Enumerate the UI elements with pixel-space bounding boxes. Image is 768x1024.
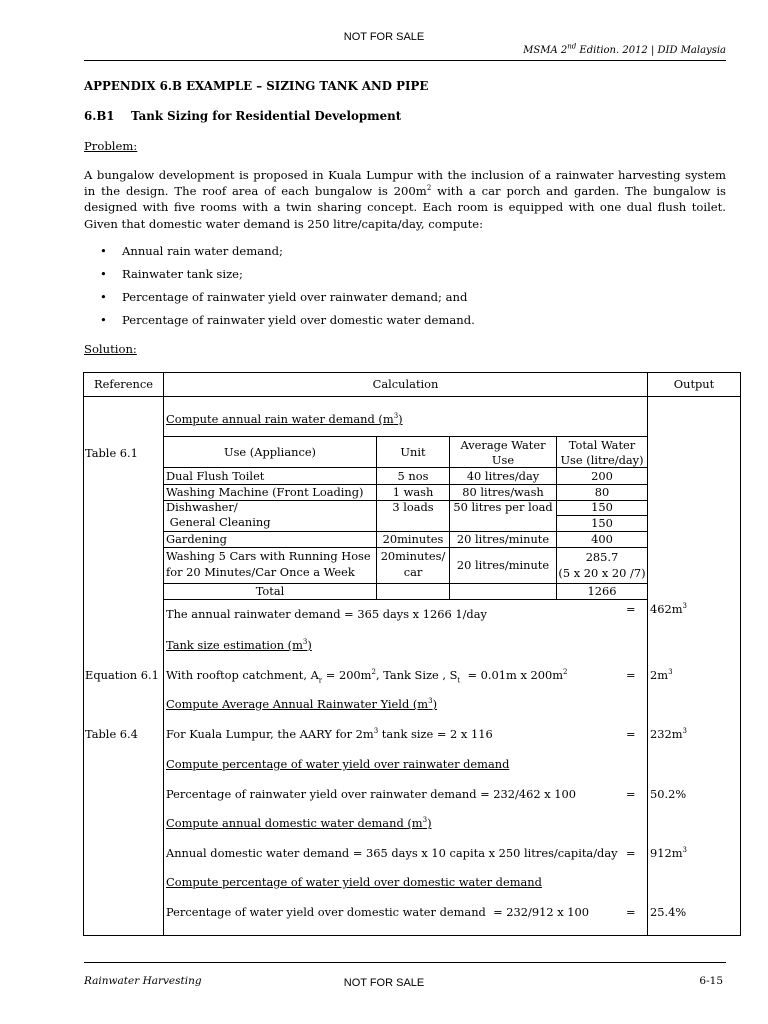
section-number: 6.B1 <box>84 109 115 123</box>
tank-size-heading: Tank size estimation $(m^3)$ <box>166 638 312 652</box>
annual-demand-text: The annual rainwater demand = 365 days x 1266 1/day <box>166 607 487 621</box>
footer-rule <box>84 962 726 963</box>
problem-label: Problem: <box>84 139 138 153</box>
kl-aary-text: For Kuala Lumpur, the AARY for $2m^3$ tank size = 2 x 116 <box>166 727 493 741</box>
appendix-title: APPENDIX 6.B EXAMPLE – SIZING TANK AND PIPE <box>84 79 429 93</box>
domestic-demand-heading: Compute annual domestic water demand $(m^3)$ <box>166 816 432 830</box>
pct-domestic-heading: Compute percentage of water yield over domestic water demand <box>166 875 542 889</box>
equals-4: = <box>626 787 636 801</box>
ref-table-6-1: Table 6.1 <box>85 446 138 460</box>
header-output: Output <box>673 377 715 391</box>
total-value: 1266 <box>587 584 617 598</box>
output-tank-size: $2m^3$ <box>650 668 673 682</box>
total-label: Total <box>255 584 285 598</box>
table-cell: 150 <box>591 500 613 514</box>
col-unit: Unit <box>400 445 426 459</box>
header-calculation: Calculation <box>372 377 439 391</box>
table-cell: 400 <box>591 532 613 546</box>
ref-equation-6-1: Equation 6.1 <box>85 668 159 682</box>
output-annual-demand: $462m^3$ <box>650 602 688 616</box>
table-row: Washing 5 Cars with Running Hose for 20 Minutes/Car Once a Week <box>166 549 371 579</box>
table-cell: 20minutes <box>382 532 444 546</box>
domestic-demand-text: Annual domestic water demand = 365 days x 10 capita x 250 litres/capita/day <box>166 846 618 860</box>
table-row: Washing Machine (Front Loading) <box>166 485 364 499</box>
col-total: Total Water Use (litre/day) <box>560 438 644 467</box>
list-item: • Percentage of rainwater yield over domestic water demand. <box>100 313 475 327</box>
table-cell: 80 <box>594 485 610 499</box>
table-cell: 50 litres per load <box>453 500 553 514</box>
footer-not-for-sale: NOT FOR SALE <box>343 977 425 989</box>
page-number: 6-15 <box>699 975 723 987</box>
header-reference: Reference <box>94 377 153 391</box>
pct-rainwater-heading: Compute percentage of water yield over rainwater demand <box>166 757 510 771</box>
header-rule <box>84 60 726 61</box>
pct-domestic-text: Percentage of water yield over domestic water demand = 232/912 x 100 <box>166 905 589 919</box>
equals-2: = <box>626 668 636 682</box>
list-item: • Rainwater tank size; <box>100 267 243 281</box>
table-cell: 5 nos <box>397 469 429 483</box>
table-cell: 40 litres/day <box>466 469 540 483</box>
bullet-list <box>100 244 475 336</box>
annual-demand-heading: Compute annual rain water demand $(m^3)$ <box>166 412 403 426</box>
footer-left: Rainwater Harvesting <box>84 975 202 987</box>
header-edition: MSMA 2nd Edition. 2012 | DID Malaysia <box>523 42 726 56</box>
table-cell: 285.7 (5 x 20 x 20 /7) <box>558 550 646 580</box>
rooftop-text: With rooftop catchment, $A_r = 200m^2$, Tank Size , $S_t = 0.01m$ x $200m^2$ <box>166 668 568 685</box>
table-cell: 20 litres/minute <box>456 532 550 546</box>
equals-5: = <box>626 846 636 860</box>
output-domestic-demand: $912m^3$ <box>650 846 688 860</box>
pct-rainwater-text: Percentage of rainwater yield over rainwater demand = 232/462 x 100 <box>166 787 577 801</box>
aary-heading: Compute Average Annual Rainwater Yield $(m^3)$ <box>166 697 438 711</box>
table-row: Dual Flush Toilet <box>166 469 265 483</box>
list-item: • Annual rain water demand; <box>100 244 283 258</box>
solution-label: Solution: <box>84 342 137 356</box>
problem-paragraph: A bungalow development is proposed in Kuala Lumpur with the inclusion of a rainwater harvesting system in the design. The roof area of each bungalow is $200m^2$ with a car porch and garden. The bungalow is designed with five rooms with a twin sharing concept. Each room is equipped with one dual flush toilet. Given that domestic water demand is 250 litre/capita/day, compute: <box>84 168 726 231</box>
col-average: Average Water Use <box>460 438 546 467</box>
table-cell: 150 <box>591 516 613 530</box>
equals-3: = <box>626 727 636 741</box>
header-not-for-sale: NOT FOR SALE <box>343 31 425 43</box>
section-title: Tank Sizing for Residential Development <box>131 109 402 123</box>
output-pct-domestic: 25.4% <box>650 905 687 919</box>
table-cell: 1 wash <box>392 485 434 499</box>
table-row: Gardening <box>166 532 227 546</box>
equals-6: = <box>626 905 636 919</box>
col-use: Use (Appliance) <box>223 445 317 459</box>
table-cell: 3 loads <box>392 500 434 514</box>
output-pct-rainwater: 50.2% <box>650 787 687 801</box>
table-cell: 20 litres/minute <box>456 558 550 572</box>
table-cell: 200 <box>591 469 613 483</box>
table-cell: 20minutes/ car <box>380 549 446 579</box>
list-item: • Percentage of rainwater yield over rainwater demand; and <box>100 290 468 304</box>
equals-1: = <box>626 602 636 616</box>
table-row: Dishwasher/ General Cleaning <box>166 500 271 529</box>
ref-table-6-4: Table 6.4 <box>85 727 138 741</box>
table-cell: 80 litres/wash <box>462 485 544 499</box>
output-aary: $232m^3$ <box>650 727 688 741</box>
